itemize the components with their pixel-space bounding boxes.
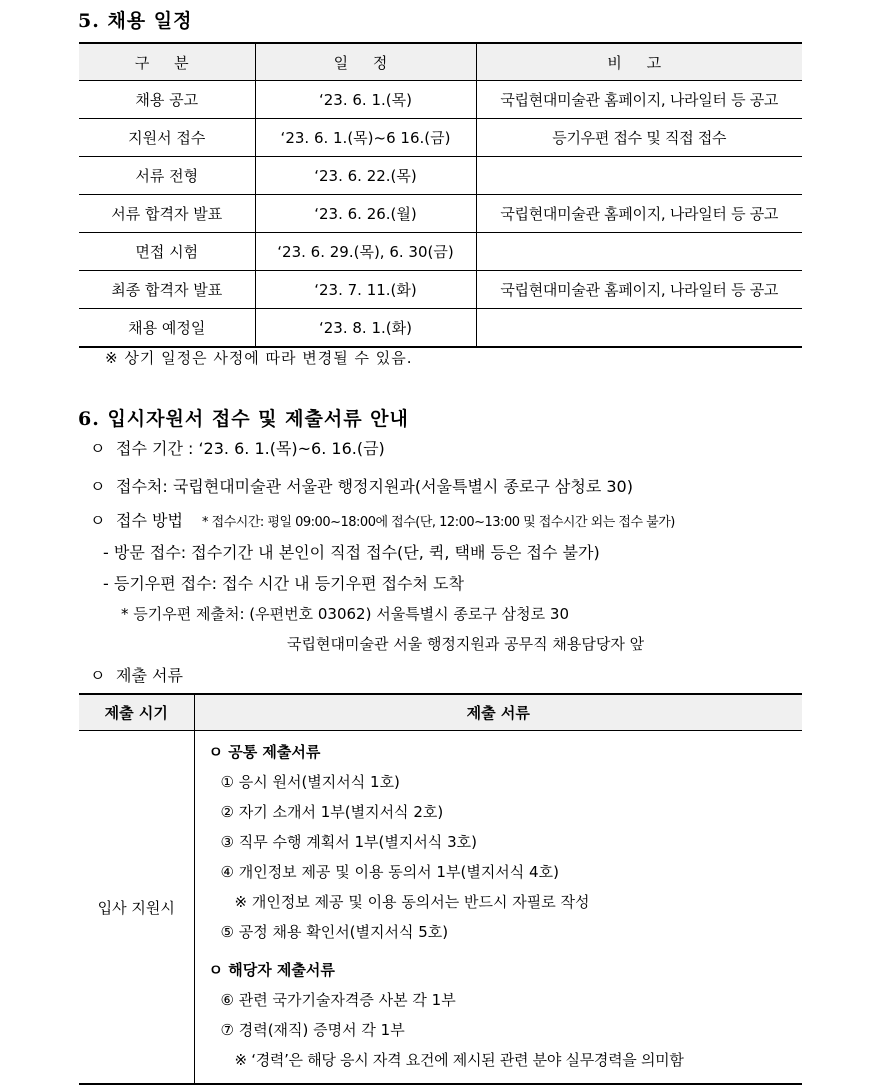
method-label: 접수 방법 (116, 511, 183, 530)
row-remarks (476, 233, 802, 271)
header-submit-time: 제출 시기 (79, 694, 194, 731)
row-date: ‘23. 7. 11.(화) (255, 271, 476, 309)
row-date: ‘23. 6. 1.(목) (255, 81, 476, 119)
bullet-icon: ㅇ (90, 439, 106, 458)
period-line (90, 436, 385, 459)
schedule-table (79, 42, 802, 348)
list-item: ⑤ 공정 채용 확인서(별지서식 5호) (220, 923, 449, 941)
list-note: ※ ‘경력’은 해당 응시 자격 요건에 제시된 관련 분야 실무경력을 의미함 (234, 1051, 684, 1069)
table-row (79, 157, 802, 195)
row-category: 채용 공고 (79, 81, 255, 119)
method-note: * 접수시간: 평일 09:00~18:00에 접수(단, 12:00~13:00 및 접수시간 외는 접수 불가) (202, 515, 675, 530)
row-remarks: 국립현대미술관 홈페이지, 나라일터 등 공고 (476, 195, 802, 233)
row-remarks: 국립현대미술관 홈페이지, 나라일터 등 공고 (476, 81, 802, 119)
table-row (79, 195, 802, 233)
row-category: 면접 시험 (79, 233, 255, 271)
list-item: ② 자기 소개서 1부(별지서식 2호) (220, 803, 444, 821)
method-line (90, 508, 675, 531)
table-row (79, 309, 802, 348)
documents-header-row (79, 694, 802, 731)
header-remarks: 비 고 (476, 43, 802, 81)
submit-time-cell: 입사 지원시 (79, 731, 194, 1085)
period-text: 접수 기간 : ‘23. 6. 1.(목)~6. 16.(금) (116, 439, 385, 458)
place-text: 접수처: 국립현대미술관 서울관 행정지원과(서울특별시 종로구 삼청로 30) (116, 477, 633, 496)
documents-row (79, 731, 802, 1085)
row-date: ‘23. 8. 1.(화) (255, 309, 476, 348)
list-item: ① 응시 원서(별지서식 1호) (220, 773, 400, 791)
row-remarks (476, 309, 802, 348)
row-date: ‘23. 6. 22.(목) (255, 157, 476, 195)
list-item: ⑦ 경력(재직) 증명서 각 1부 (220, 1021, 405, 1039)
header-schedule: 일 정 (255, 43, 476, 81)
row-remarks: 국립현대미술관 홈페이지, 나라일터 등 공고 (476, 271, 802, 309)
docs-label: 제출 서류 (116, 666, 183, 685)
visit-line: - 방문 접수: 접수기간 내 본인이 직접 접수(단, 퀵, 택배 등은 접수 불가) (103, 543, 600, 562)
row-category: 서류 전형 (79, 157, 255, 195)
header-documents: 제출 서류 (194, 694, 802, 731)
row-category: 채용 예정일 (79, 309, 255, 348)
row-category: 서류 합격자 발표 (79, 195, 255, 233)
row-category: 최종 합격자 발표 (79, 271, 255, 309)
documents-list-cell (194, 731, 802, 1085)
table-row (79, 81, 802, 119)
mail-line: - 등기우편 접수: 접수 시간 내 등기우편 접수처 도착 (103, 574, 464, 593)
mail-address-line-2: 국립현대미술관 서울 행정지원과 공무직 채용담당자 앞 (287, 635, 645, 653)
table-row (79, 119, 802, 157)
bullet-icon: ㅇ (90, 477, 106, 496)
schedule-header-row (79, 43, 802, 81)
row-remarks (476, 157, 802, 195)
row-date: ‘23. 6. 1.(목)~6 16.(금) (255, 119, 476, 157)
common-docs-title: ㅇ 공통 제출서류 (208, 743, 321, 761)
row-date: ‘23. 6. 26.(월) (255, 195, 476, 233)
table-row (79, 233, 802, 271)
list-note: ※ 개인정보 제공 및 이용 동의서는 반드시 자필로 작성 (234, 893, 590, 911)
extra-docs-title: ㅇ 해당자 제출서류 (208, 961, 335, 979)
list-item: ④ 개인정보 제공 및 이용 동의서 1부(별지서식 4호) (220, 863, 559, 881)
section-6-title: 6. 입시자원서 접수 및 제출서류 안내 (78, 408, 409, 430)
table-row (79, 271, 802, 309)
section-5-title: 5. 채용 일정 (78, 10, 193, 32)
mail-address-line-1: * 등기우편 제출처: (우편번호 03062) 서울특별시 종로구 삼청로 30 (121, 605, 569, 623)
list-item: ⑥ 관련 국가기술자격증 사본 각 1부 (220, 991, 456, 1009)
row-date: ‘23. 6. 29.(목), 6. 30(금) (255, 233, 476, 271)
bullet-icon: ㅇ (90, 666, 106, 685)
place-line (90, 474, 633, 497)
documents-table (79, 693, 802, 1085)
docs-label-line (90, 663, 183, 686)
row-remarks: 등기우편 접수 및 직접 접수 (476, 119, 802, 157)
schedule-note: ※ 상기 일정은 사정에 따라 변경될 수 있음. (105, 349, 413, 367)
list-item: ③ 직무 수행 계획서 1부(별지서식 3호) (220, 833, 477, 851)
header-category: 구 분 (79, 43, 255, 81)
row-category: 지원서 접수 (79, 119, 255, 157)
bullet-icon: ㅇ (90, 511, 106, 530)
